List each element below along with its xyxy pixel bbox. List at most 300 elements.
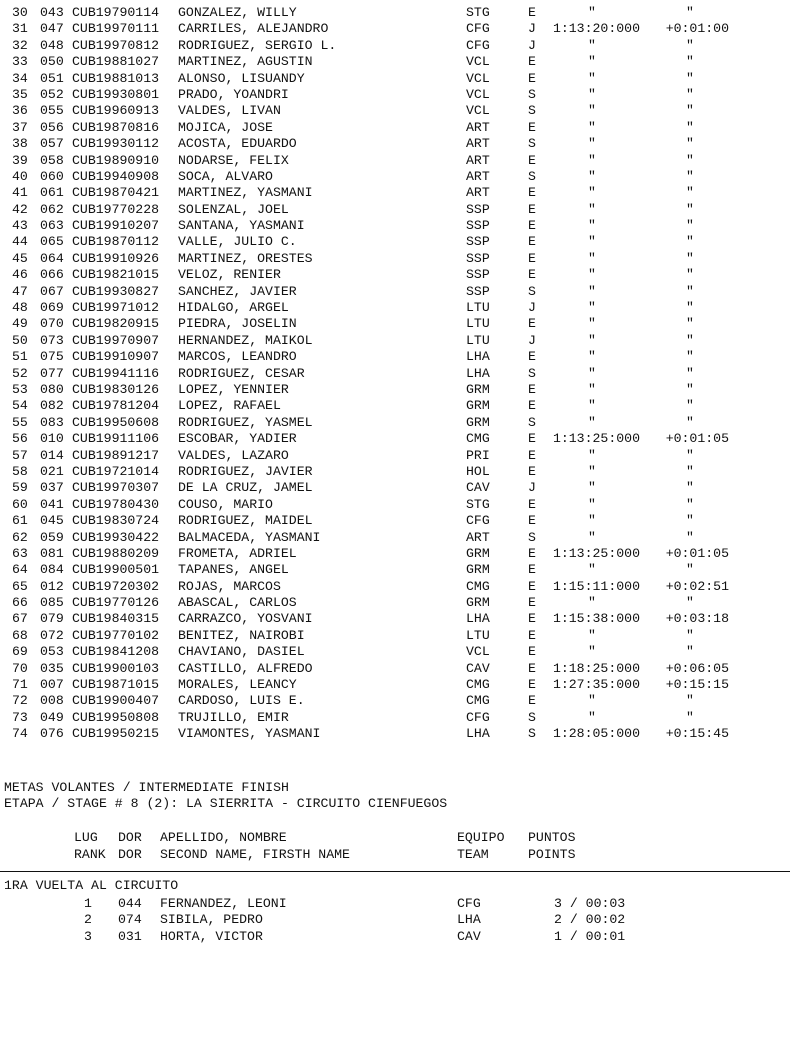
cell-cat: S [528,709,536,725]
cell-uci: CUB19770228 [72,201,160,217]
cell-gap: " [686,496,694,512]
cell-name: RODRIGUEZ, CESAR [178,365,305,381]
result-row [0,677,800,693]
cell-uci: CUB19821015 [72,267,160,283]
cell-dor: 051 [40,70,64,86]
result-row [0,87,800,103]
cell-dor: 008 [40,693,64,709]
cell-dor: 085 [40,595,64,611]
cell-name: RODRIGUEZ, SERGIO L. [178,37,337,53]
cell-team: GRM [466,562,490,578]
cell-uci: CUB19930827 [72,283,160,299]
cell-time: 1:13:25:000 [552,431,640,447]
cell-team: LTU [466,627,490,643]
cell-time: " [588,463,596,479]
cell-time: " [588,562,596,578]
cell-name: VELOZ, RENIER [178,267,281,283]
cell-time: 1:28:05:000 [552,726,640,742]
cell-time: " [588,300,596,316]
cell-gap: " [686,185,694,201]
cell-gap: " [686,463,694,479]
cell-cat: E [528,381,536,397]
cell-gap: +0:03:18 [665,611,729,627]
cell-dor: 052 [40,86,64,102]
cell-name: SOCA, ALVARO [178,168,273,184]
metas-cell-rank: 3 [84,928,92,944]
cell-team: CMG [466,431,490,447]
cell-uci: CUB19720302 [72,578,160,594]
cell-uci: CUB19890910 [72,152,160,168]
cell-uci: CUB19970907 [72,332,160,348]
cell-cat: E [528,447,536,463]
cell-dor: 072 [40,627,64,643]
metas-row [0,929,800,945]
cell-cat: J [528,332,536,348]
cell-cat: S [528,414,536,430]
cell-uci: CUB19840315 [72,611,160,627]
cell-rank: 36 [12,103,28,119]
cell-time: " [588,103,596,119]
cell-team: CFG [466,709,490,725]
cell-uci: CUB19891217 [72,447,160,463]
cell-cat: J [528,300,536,316]
cell-gap: " [686,267,694,283]
cell-team: CFG [466,21,490,37]
cell-gap: +0:02:51 [665,578,729,594]
cell-time: " [588,5,596,20]
cell-gap: " [686,234,694,250]
result-row [0,710,800,726]
cell-cat: E [528,562,536,578]
cell-name: FROMETA, ADRIEL [178,545,297,561]
result-row [0,546,800,562]
cell-name: VALDES, LIVAN [178,103,281,119]
cell-cat: E [528,677,536,693]
cell-cat: E [528,578,536,594]
result-row [0,562,800,578]
cell-time: 1:15:38:000 [552,611,640,627]
cell-team: CMG [466,693,490,709]
cell-rank: 35 [12,86,28,102]
cell-dor: 053 [40,644,64,660]
cell-team: ART [466,152,490,168]
cell-dor: 080 [40,381,64,397]
cell-cat: E [528,152,536,168]
cell-cat: S [528,136,536,152]
cell-team: ART [466,136,490,152]
header-team: EQUIPO [457,830,505,845]
cell-name: MARTINEZ, ORESTES [178,250,313,266]
cell-team: VCL [466,70,490,86]
cell-dor: 065 [40,234,64,250]
cell-uci: CUB19930422 [72,529,160,545]
cell-team: LHA [466,349,490,365]
cell-rank: 51 [12,349,28,365]
cell-dor: 084 [40,562,64,578]
metas-row [0,912,800,928]
cell-rank: 60 [12,496,28,512]
cell-dor: 047 [40,21,64,37]
cell-time: " [588,529,596,545]
cell-cat: S [528,365,536,381]
cell-time: " [588,267,596,283]
cell-rank: 50 [12,332,28,348]
cell-time: " [588,168,596,184]
result-row [0,71,800,87]
cell-rank: 59 [12,480,28,496]
cell-cat: E [528,250,536,266]
cell-cat: S [528,529,536,545]
cell-cat: E [528,644,536,660]
cell-rank: 56 [12,431,28,447]
cell-gap: " [686,168,694,184]
cell-time: " [588,185,596,201]
cell-gap: " [686,218,694,234]
cell-name: LOPEZ, YENNIER [178,381,289,397]
cell-name: MOJICA, JOSE [178,119,273,135]
cell-dor: 058 [40,152,64,168]
cell-gap: " [686,37,694,53]
cell-uci: CUB19830724 [72,513,160,529]
result-row [0,579,800,595]
header-name: APELLIDO, NOMBRE [160,830,287,845]
cell-cat: E [528,349,536,365]
cell-team: VCL [466,103,490,119]
cell-time: " [588,234,596,250]
cell-gap: " [686,529,694,545]
cell-gap: " [686,54,694,70]
cell-name: MARTINEZ, YASMANI [178,185,313,201]
cell-uci: CUB19781204 [72,398,160,414]
cell-uci: CUB19770102 [72,627,160,643]
cell-name: SOLENZAL, JOEL [178,201,289,217]
cell-cat: E [528,660,536,676]
cell-team: CMG [466,677,490,693]
cell-dor: 010 [40,431,64,447]
result-row [0,120,800,136]
cell-dor: 049 [40,709,64,725]
header-dor: DOR [118,830,142,845]
cell-dor: 070 [40,316,64,332]
cell-time: " [588,136,596,152]
result-row [0,595,800,611]
cell-rank: 62 [12,529,28,545]
cell-rank: 54 [12,398,28,414]
cell-dor: 061 [40,185,64,201]
cell-rank: 52 [12,365,28,381]
cell-uci: CUB19881013 [72,70,160,86]
cell-uci: CUB19940908 [72,168,160,184]
cell-name: HERNANDEZ, MAIKOL [178,332,313,348]
cell-uci: CUB19820915 [72,316,160,332]
cell-uci: CUB19930112 [72,136,160,152]
cell-team: STG [466,5,490,20]
result-row [0,202,800,218]
cell-team: SSP [466,234,490,250]
cell-team: LHA [466,611,490,627]
cell-gap: " [686,332,694,348]
cell-dor: 014 [40,447,64,463]
cell-gap: " [686,627,694,643]
cell-rank: 55 [12,414,28,430]
cell-gap: " [686,349,694,365]
cell-team: ART [466,119,490,135]
cell-time: " [588,201,596,217]
cell-team: SSP [466,250,490,266]
cell-time: " [588,119,596,135]
cell-rank: 45 [12,250,28,266]
header-dor-en: DOR [118,847,142,862]
cell-gap: " [686,414,694,430]
cell-team: VCL [466,644,490,660]
cell-rank: 49 [12,316,28,332]
cell-team: GRM [466,414,490,430]
cell-cat: S [528,86,536,102]
cell-dor: 064 [40,250,64,266]
cell-uci: CUB19910926 [72,250,160,266]
cell-cat: J [528,37,536,53]
cell-rank: 66 [12,595,28,611]
header-lug: LUG [74,830,98,845]
cell-cat: E [528,54,536,70]
result-row [0,234,800,250]
cell-gap: " [686,201,694,217]
metas-cell-name: FERNANDEZ, LEONI [160,896,287,911]
metas-cell-points: 3 / 00:03 [554,896,626,911]
cell-uci: CUB19900407 [72,693,160,709]
cell-uci: CUB19950215 [72,726,160,742]
cell-time: " [588,332,596,348]
metas-cell-team: CAV [457,928,481,944]
cell-time: " [588,37,596,53]
cell-time: " [588,381,596,397]
result-row [0,530,800,546]
cell-team: GRM [466,545,490,561]
result-row [0,464,800,480]
cell-rank: 39 [12,152,28,168]
cell-uci: CUB19870421 [72,185,160,201]
result-row [0,448,800,464]
cell-cat: E [528,267,536,283]
cell-time: 1:15:11:000 [552,578,640,594]
cell-name: TRUJILLO, EMIR [178,709,289,725]
cell-team: SSP [466,283,490,299]
cell-gap: " [686,70,694,86]
cell-time: " [588,152,596,168]
cell-name: DE LA CRUZ, JAMEL [178,480,313,496]
cell-time: " [588,283,596,299]
cell-gap: +0:15:15 [665,677,729,693]
cell-dor: 081 [40,545,64,561]
cell-gap: +0:06:05 [665,660,729,676]
cell-dor: 056 [40,119,64,135]
cell-team: SSP [466,267,490,283]
cell-team: LTU [466,316,490,332]
cell-time: 1:13:25:000 [552,545,640,561]
cell-name: CASTILLO, ALFREDO [178,660,313,676]
cell-gap: " [686,103,694,119]
result-row [0,169,800,185]
cell-time: " [588,349,596,365]
cell-team: PRI [466,447,490,463]
cell-gap: " [686,5,694,20]
cell-gap: " [686,644,694,660]
header-points: PUNTOS [528,830,576,845]
header-name-en: SECOND NAME, FIRSTH NAME [160,847,350,862]
cell-gap: " [686,152,694,168]
cell-cat: E [528,316,536,332]
cell-dor: 082 [40,398,64,414]
cell-uci: CUB19950808 [72,709,160,725]
cell-gap: " [686,119,694,135]
cell-rank: 73 [12,709,28,725]
cell-gap: " [686,365,694,381]
cell-gap: " [686,381,694,397]
cell-name: CHAVIANO, DASIEL [178,644,305,660]
cell-rank: 43 [12,218,28,234]
cell-gap: " [686,562,694,578]
result-row [0,103,800,119]
cell-dor: 048 [40,37,64,53]
cell-name: ESCOBAR, YADIER [178,431,297,447]
cell-cat: E [528,496,536,512]
cell-dor: 055 [40,103,64,119]
cell-uci: CUB19971012 [72,300,160,316]
cell-team: LTU [466,332,490,348]
cell-uci: CUB19770126 [72,595,160,611]
cell-name: HIDALGO, ARGEL [178,300,289,316]
result-row [0,415,800,431]
cell-team: LHA [466,726,490,742]
cell-time: 1:13:20:000 [552,21,640,37]
cell-team: CFG [466,37,490,53]
cell-team: CAV [466,660,490,676]
result-row [0,661,800,677]
cell-uci: CUB19830126 [72,381,160,397]
cell-dor: 021 [40,463,64,479]
cell-time: " [588,365,596,381]
cell-name: BALMACEDA, YASMANI [178,529,321,545]
cell-rank: 33 [12,54,28,70]
cell-team: CFG [466,513,490,529]
cell-uci: CUB19900501 [72,562,160,578]
metas-cell-team: LHA [457,912,481,928]
cell-uci: CUB19970812 [72,37,160,53]
cell-rank: 32 [12,37,28,53]
metas-cell-rank: 2 [84,912,92,928]
cell-time: " [588,316,596,332]
cell-rank: 63 [12,545,28,561]
result-row [0,316,800,332]
metas-cell-team: CFG [457,896,481,911]
cell-cat: S [528,168,536,184]
cell-name: ROJAS, MARCOS [178,578,281,594]
cell-rank: 42 [12,201,28,217]
cell-cat: S [528,283,536,299]
cell-uci: CUB19780430 [72,496,160,512]
metas-title: METAS VOLANTES / INTERMEDIATE FINISH [4,780,289,795]
cell-team: SSP [466,218,490,234]
cell-rank: 68 [12,627,28,643]
result-row [0,333,800,349]
header-team-en: TEAM [457,847,489,862]
cell-name: BENITEZ, NAIROBI [178,627,305,643]
cell-rank: 64 [12,562,28,578]
cell-rank: 67 [12,611,28,627]
cell-name: VIAMONTES, YASMANI [178,726,321,742]
cell-cat: E [528,201,536,217]
cell-cat: S [528,726,536,742]
cell-uci: CUB19910907 [72,349,160,365]
result-row [0,153,800,169]
cell-name: RODRIGUEZ, YASMEL [178,414,313,430]
result-row [0,21,800,37]
cell-name: RODRIGUEZ, JAVIER [178,463,313,479]
cell-gap: " [686,136,694,152]
cell-uci: CUB19790114 [72,5,160,20]
cell-cat: J [528,21,536,37]
cell-time: " [588,480,596,496]
cell-rank: 71 [12,677,28,693]
cell-name: PIEDRA, JOSELIN [178,316,297,332]
cell-rank: 69 [12,644,28,660]
result-row [0,38,800,54]
result-row [0,366,800,382]
cell-dor: 059 [40,529,64,545]
cell-rank: 46 [12,267,28,283]
cell-time: " [588,70,596,86]
cell-uci: CUB19910207 [72,218,160,234]
cell-dor: 045 [40,513,64,529]
result-row [0,267,800,283]
cell-uci: CUB19870112 [72,234,160,250]
cell-time: " [588,398,596,414]
cell-team: CAV [466,480,490,496]
cell-name: MARTINEZ, AGUSTIN [178,54,313,70]
cell-time: " [588,54,596,70]
cell-cat: E [528,693,536,709]
cell-time: " [588,693,596,709]
metas-row [0,896,800,912]
cell-time: " [588,627,596,643]
header-points-en: POINTS [528,847,576,862]
metas-cell-rank: 1 [84,896,92,911]
cell-cat: E [528,70,536,86]
cell-rank: 61 [12,513,28,529]
cell-name: GONZALEZ, WILLY [178,5,297,20]
result-row [0,398,800,414]
metas-cell-dor: 074 [118,912,142,928]
result-row [0,185,800,201]
cell-time: " [588,513,596,529]
cell-dor: 062 [40,201,64,217]
cell-gap: +0:01:05 [665,431,729,447]
result-row [0,693,800,709]
cell-gap: " [686,250,694,266]
cell-time: 1:18:25:000 [552,660,640,676]
result-row [0,611,800,627]
cell-name: VALLE, JULIO C. [178,234,297,250]
result-row [0,726,800,742]
cell-gap: " [686,513,694,529]
cell-name: MARCOS, LEANDRO [178,349,297,365]
cell-uci: CUB19930801 [72,86,160,102]
cell-rank: 53 [12,381,28,397]
cell-gap: +0:01:00 [665,21,729,37]
result-row [0,251,800,267]
cell-cat: E [528,218,536,234]
cell-time: " [588,218,596,234]
